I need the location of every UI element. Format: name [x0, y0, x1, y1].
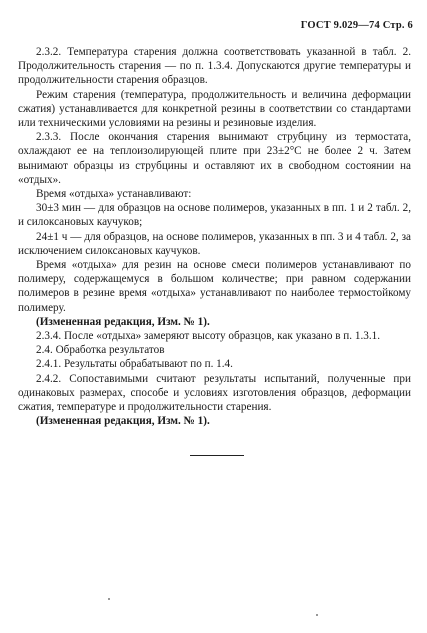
amendment-note-2: (Измененная редакция, Изм. № 1).	[36, 415, 210, 428]
paragraph-rest-mixture: Время «отдыха» для резин на основе смеси полимеров устанавливают по полимеру, содержащемуся в большом количестве; при равном содержании полимеров в резине время «отдыха» устанавливают по наиболее термостойкому полимеру.	[18, 259, 411, 314]
paragraph-2-4-1: 2.4.1. Результаты обрабатывают по п. 1.4.	[36, 358, 233, 371]
scan-speck	[316, 614, 318, 616]
paragraph-rest-24h: 24±1 ч — для образцов, на основе полимеров, указанных в пп. 3 и 4 табл. 2, за исключением силоксановых каучуков.	[18, 230, 411, 257]
amendment-note-1: (Измененная редакция, Изм. № 1).	[36, 315, 210, 328]
paragraph-2-4-2: 2.4.2. Сопоставимыми считают результаты испытаний, полученные при одинаковых размерах, способе и условиях изготовления образцов, деформации сжатия, температуре и продолжительности старения.	[18, 372, 411, 414]
scan-speck	[108, 598, 110, 600]
document-body	[18, 45, 411, 428]
page-header: ГОСТ 9.029—74 Стр. 6	[300, 20, 413, 31]
paragraph-2-3-3: 2.3.3. После окончания старения вынимают струбцину из термостата, охлаждают ее на теплоизолирующей плите при 23±2°С не более 2 ч. Затем вынимают образцы из струбцины и оставляют их в свободном состоянии на «отдых».	[18, 131, 411, 186]
paragraph-rest-30min: 30±3 мин — для образцов на основе полимеров, указанных в пп. 1 и 2 табл. 2, и силоксановых каучуков;	[18, 202, 411, 229]
section-divider	[190, 455, 244, 456]
paragraph-rest-time: Время «отдыха» устанавливают:	[36, 188, 192, 201]
paragraph-2-3-2: 2.3.2. Температура старения должна соответствовать указанной в табл. 2. Продолжительность старения — по п. 1.3.4. Допускаются другие температуры и продолжительности старения образцов.	[18, 46, 411, 87]
paragraph-2-3-4: 2.3.4. После «отдыха» замеряют высоту образцов, как указано в п. 1.3.1.	[36, 330, 381, 343]
paragraph-2-4: 2.4. Обработка результатов	[36, 344, 165, 357]
paragraph-aging-mode: Режим старения (температура, продолжительность и величина деформации сжатия) устанавливается для конкретной резины в соответствии со стандартами или техническими условиями на резины и резиновые изделия.	[18, 88, 411, 130]
